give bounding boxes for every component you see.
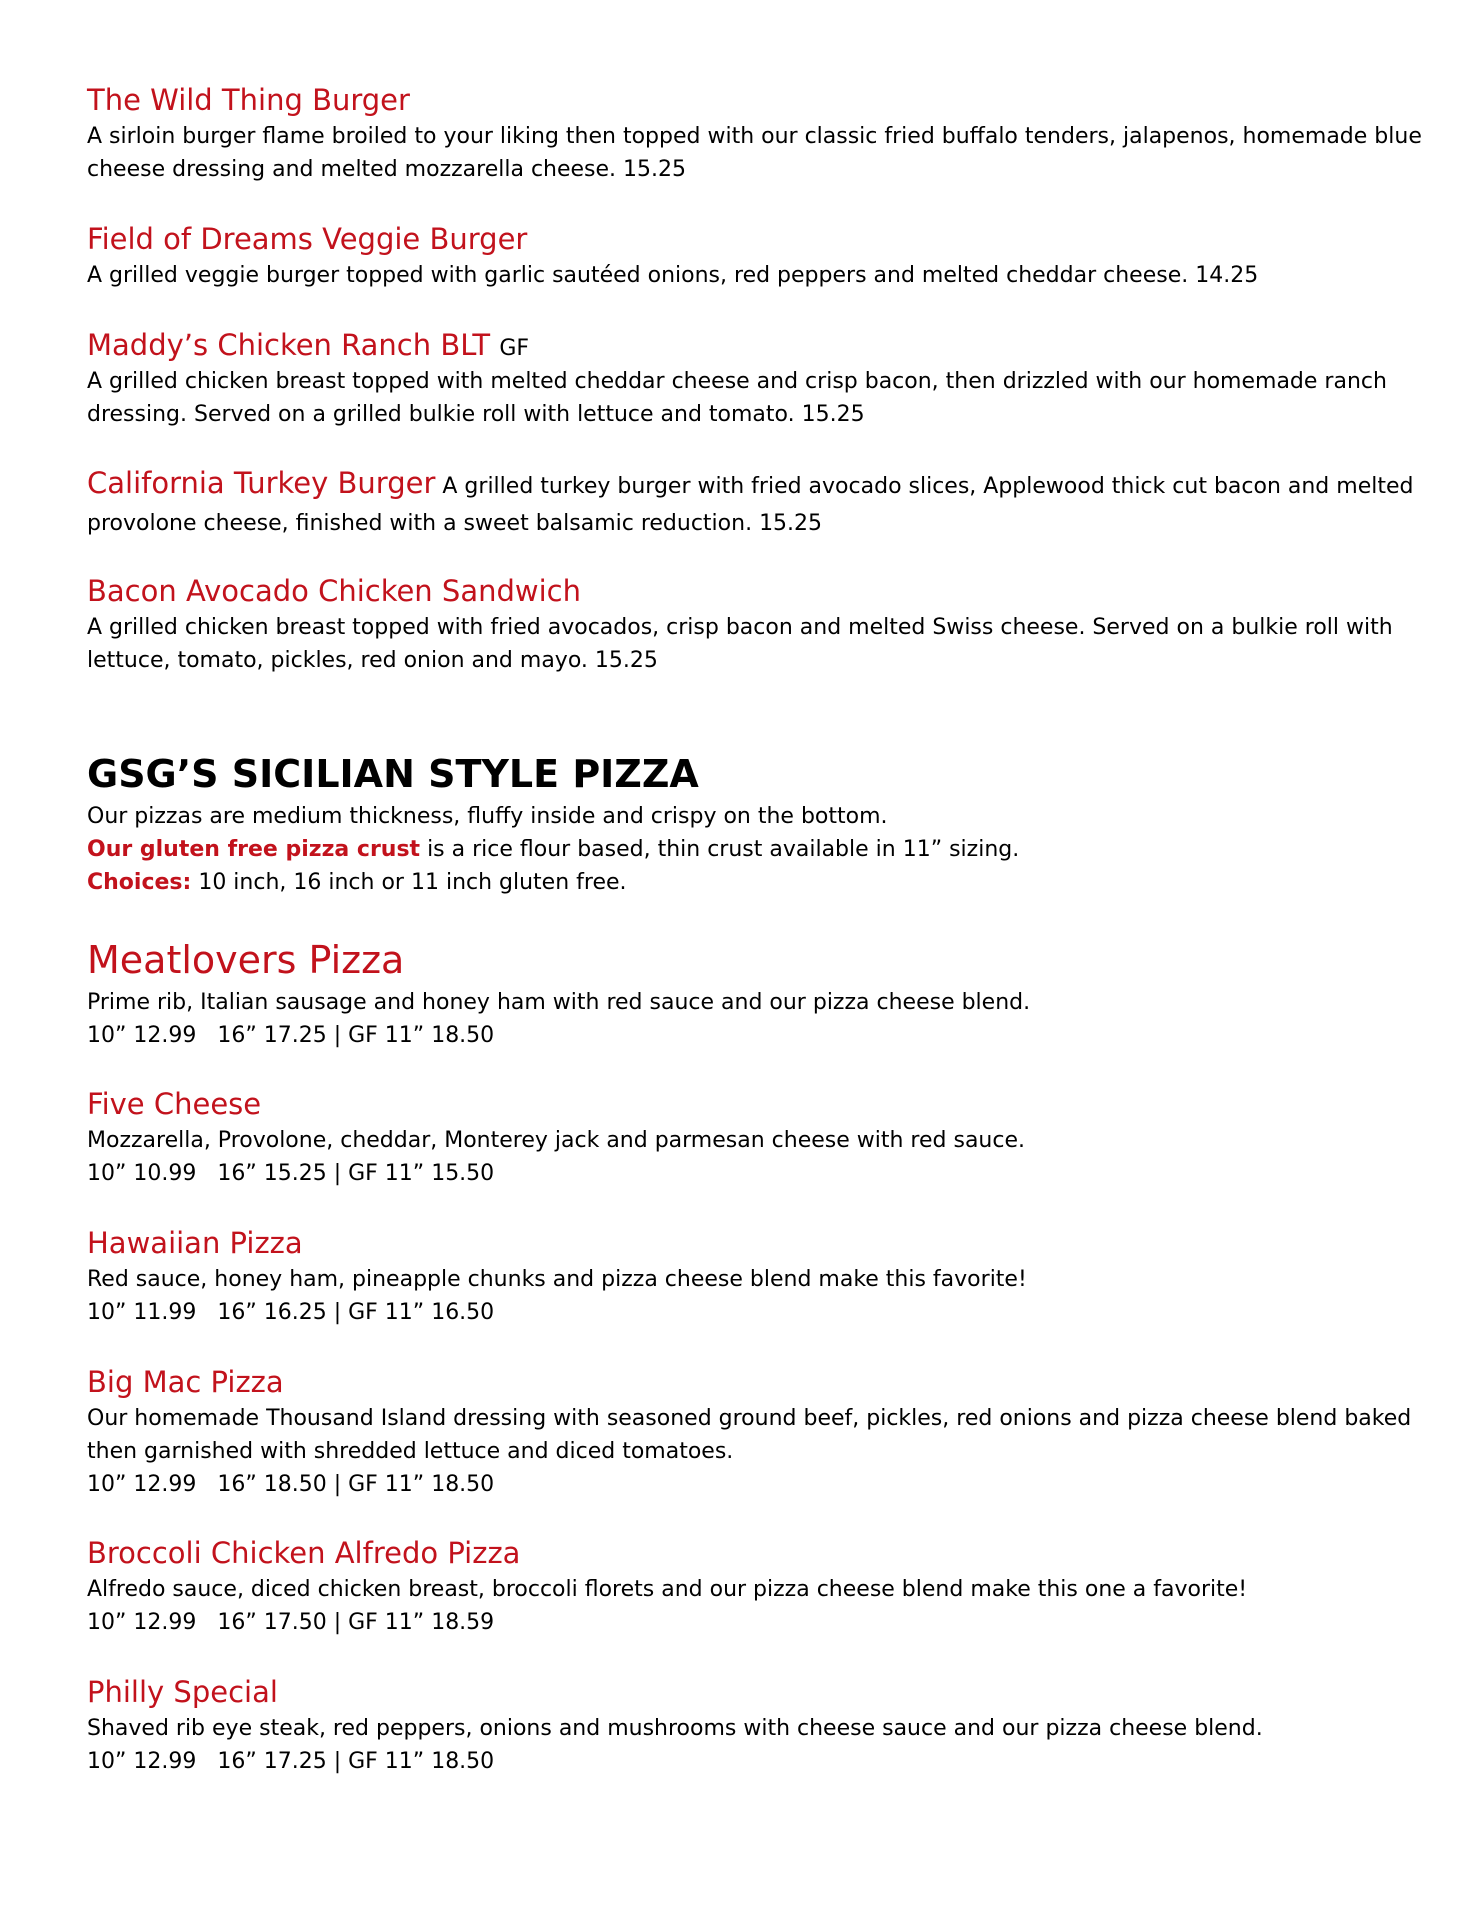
- item-name-with-description: [87, 466, 1424, 542]
- item-name: California Turkey Burger: [87, 466, 436, 500]
- menu-item-hawaiian: [87, 1226, 1424, 1329]
- menu-item-big-mac: [87, 1365, 1424, 1501]
- item-prices: 10” 12.99 16” 17.25 | GF 11” 18.50: [87, 1748, 495, 1774]
- item-description: Red sauce, honey ham, pineapple chunks and pizza cheese blend make this favorite!: [87, 1266, 1027, 1292]
- item-prices: 10” 12.99 16” 18.50 | GF 11” 18.50: [87, 1471, 495, 1497]
- gf-tag: GF: [499, 336, 530, 361]
- menu-item-wild-thing: [87, 83, 1424, 186]
- gf-text: is a rice flour based, thin crust available in 11” sizing.: [420, 837, 1020, 862]
- item-name: Broccoli Chicken Alfredo Pizza: [87, 1536, 521, 1570]
- section-title: GSG’S SICILIAN STYLE PIZZA: [87, 752, 699, 796]
- menu-item-meatlovers: [87, 938, 1424, 1052]
- item-description: A sirloin burger flame broiled to your liking then topped with our classic fried buffalo tenders, jalapenos, homemade blue cheese dressing and melted mozzarella cheese. 15.25: [87, 123, 1422, 182]
- gluten-free-note: [87, 833, 1424, 866]
- pizza-section-header: [87, 752, 1424, 899]
- gf-label: Our gluten free pizza crust: [87, 837, 421, 862]
- item-description: A grilled turkey burger with fried avocado slices, Applewood thick cut bacon and melted provolone cheese, finished with a sweet balsamic reduction. 15.25: [87, 474, 1414, 536]
- choices-note: [87, 866, 1424, 899]
- item-description: A grilled chicken breast topped with melted cheddar cheese and crisp bacon, then drizzled with our homemade ranch dressing. Served on a grilled bulkie roll with lettuce and tomato. 15.25: [87, 368, 1387, 427]
- item-description: A grilled veggie burger topped with garlic sautéed onions, red peppers and melted cheddar cheese. 14.25: [87, 262, 1259, 288]
- menu-item-maddys-blt: [87, 328, 1424, 431]
- menu-item-broccoli-alfredo: [87, 1536, 1424, 1639]
- item-name: Maddy’s Chicken Ranch BLT: [87, 328, 491, 362]
- item-name: Big Mac Pizza: [87, 1365, 284, 1399]
- menu-item-five-cheese: [87, 1087, 1424, 1190]
- item-prices: 10” 10.99 16” 15.25 | GF 11” 15.50: [87, 1160, 495, 1186]
- item-description: Prime rib, Italian sausage and honey ham with red sauce and our pizza cheese blend.: [87, 989, 1031, 1015]
- item-name: Meatlovers Pizza: [87, 938, 405, 982]
- menu-item-bacon-avocado: [87, 574, 1424, 677]
- item-name: The Wild Thing Burger: [87, 83, 410, 117]
- item-name-line: [87, 328, 1424, 363]
- item-prices: 10” 12.99 16” 17.25 | GF 11” 18.50: [87, 1022, 495, 1048]
- section-intro: Our pizzas are medium thickness, fluffy inside and crispy on the bottom.: [87, 804, 888, 829]
- menu-item-philly-special: [87, 1675, 1424, 1778]
- menu-item-field-of-dreams: [87, 222, 1424, 292]
- item-name: Hawaiian Pizza: [87, 1226, 303, 1260]
- item-description: Shaved rib eye steak, red peppers, onions and mushrooms with cheese sauce and our pizza cheese blend.: [87, 1715, 1263, 1741]
- item-description: Alfredo sauce, diced chicken breast, broccoli florets and our pizza cheese blend make this one a favorite!: [87, 1576, 1248, 1602]
- item-name: Field of Dreams Veggie Burger: [87, 222, 528, 256]
- item-description: Our homemade Thousand Island dressing with seasoned ground beef, pickles, red onions and pizza cheese blend baked then garnished with shredded lettuce and diced tomatoes.: [87, 1405, 1412, 1464]
- choices-text: 10 inch, 16 inch or 11 inch gluten free.: [191, 870, 627, 895]
- item-description: Mozzarella, Provolone, cheddar, Monterey jack and parmesan cheese with red sauce.: [87, 1127, 1025, 1153]
- item-prices: 10” 11.99 16” 16.25 | GF 11” 16.50: [87, 1299, 495, 1325]
- item-prices: 10” 12.99 16” 17.50 | GF 11” 18.59: [87, 1609, 495, 1635]
- choices-label: Choices:: [87, 870, 192, 895]
- item-name: Bacon Avocado Chicken Sandwich: [87, 574, 581, 608]
- item-name: Philly Special: [87, 1675, 278, 1709]
- item-description: A grilled chicken breast topped with fried avocados, crisp bacon and melted Swiss cheese. Served on a bulkie roll with lettuce, tomato, pickles, red onion and mayo. 15.25: [87, 614, 1393, 673]
- menu-item-california-turkey: [87, 466, 1424, 542]
- item-name: Five Cheese: [87, 1087, 262, 1121]
